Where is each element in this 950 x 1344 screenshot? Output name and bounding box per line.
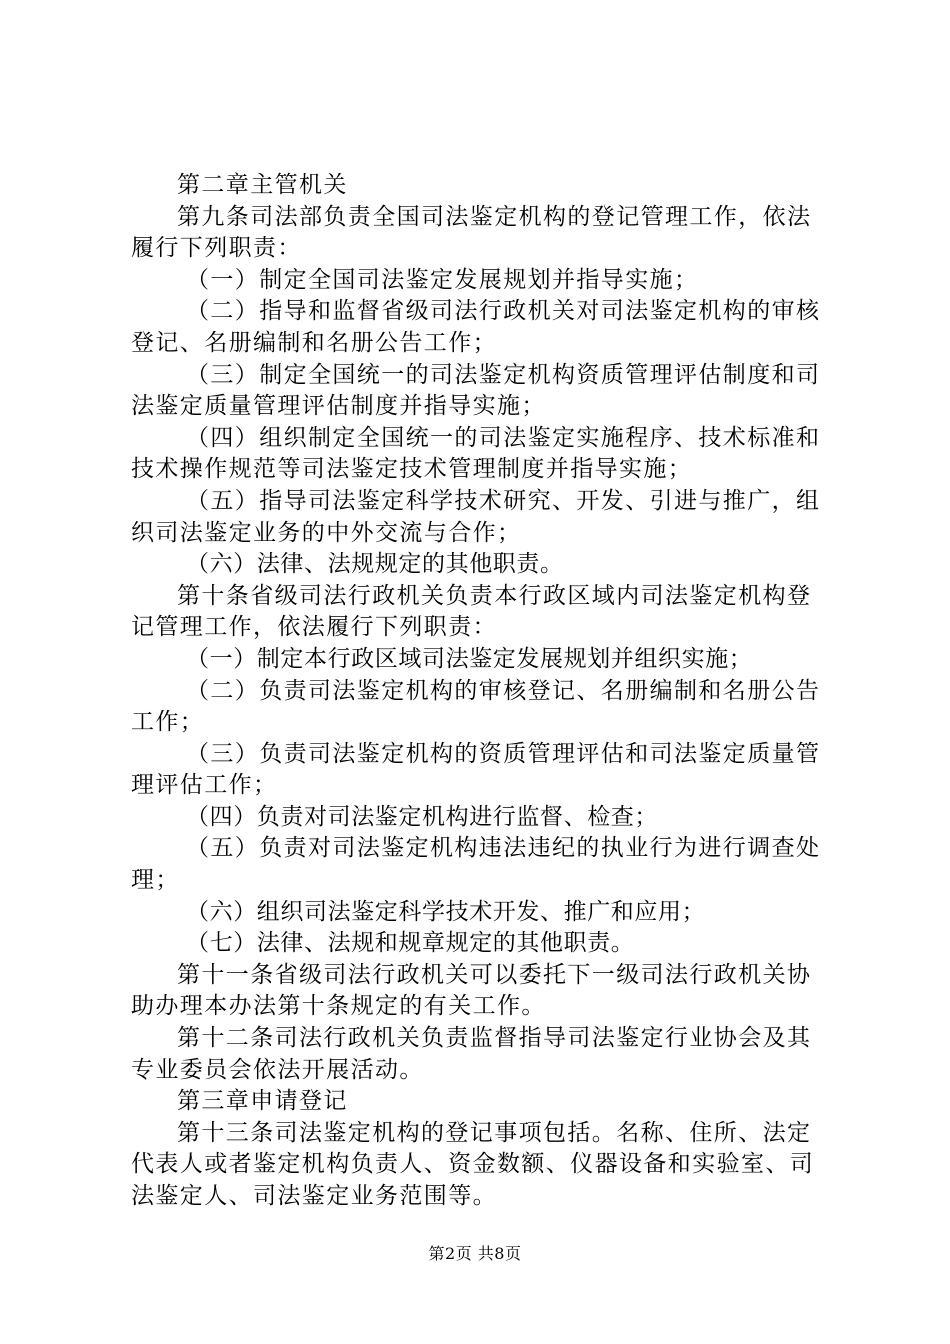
article-paragraph: 第十条省级司法行政机关负责本行政区域内司法鉴定机构登记管理工作，依法履行下列职责：	[131, 582, 812, 641]
list-item: （一）制定本行政区域司法鉴定发展规划并组织实施；	[186, 645, 753, 672]
list-item: （六）法律、法规规定的其他职责。	[186, 551, 564, 578]
list-item: （六）组织司法鉴定科学技术开发、推广和应用；	[186, 898, 706, 925]
chapter-heading: 第二章主管机关	[177, 172, 348, 198]
list-item: （四）负责对司法鉴定机构进行监督、检查；	[186, 803, 658, 830]
list-item: （五）指导司法鉴定科学技术研究、开发、引进与推广，组织司法鉴定业务的中外交流与合作；	[131, 487, 821, 546]
chapter-heading: 第三章申请登记	[177, 1088, 348, 1115]
list-item: （四）组织制定全国统一的司法鉴定实施程序、技术标准和技术操作规范等司法鉴定技术管理制度并指导实施；	[131, 424, 821, 483]
list-item: （二）负责司法鉴定机构的审核登记、名册编制和名册公告工作；	[131, 677, 821, 736]
list-item: （五）负责对司法鉴定机构违法违纪的执业行为进行调查处理；	[131, 835, 821, 894]
article-paragraph: 第九条司法部负责全国司法鉴定机构的登记管理工作，依法履行下列职责：	[131, 203, 812, 262]
list-item: （七）法律、法规和规章规定的其他职责。	[186, 930, 635, 957]
list-item: （三）制定全国统一的司法鉴定机构资质管理评估制度和司法鉴定质量管理评估制度并指导实施；	[131, 361, 821, 420]
article-paragraph: 第十一条省级司法行政机关可以委托下一级司法行政机关协助办理本办法第十条规定的有关工作。	[131, 961, 812, 1020]
list-item: （三）负责司法鉴定机构的资质管理评估和司法鉴定质量管理评估工作；	[131, 740, 821, 799]
article-paragraph: 第十二条司法行政机关负责监督指导司法鉴定行业协会及其专业委员会依法开展活动。	[131, 1025, 812, 1083]
list-item: （二）指导和监督省级司法行政机关对司法鉴定机构的审核登记、名册编制和名册公告工作；	[131, 298, 821, 356]
article-paragraph: 第十三条司法鉴定机构的登记事项包括。名称、住所、法定代表人或者鉴定机构负责人、资金数额、仪器设备和实验室、司法鉴定人、司法鉴定业务范围等。	[131, 1119, 815, 1209]
page-number-footer: 第2页 共8页	[428, 1244, 522, 1263]
document-body	[131, 170, 831, 1213]
list-item: （一）制定全国司法鉴定发展规划并指导实施；	[186, 266, 699, 293]
